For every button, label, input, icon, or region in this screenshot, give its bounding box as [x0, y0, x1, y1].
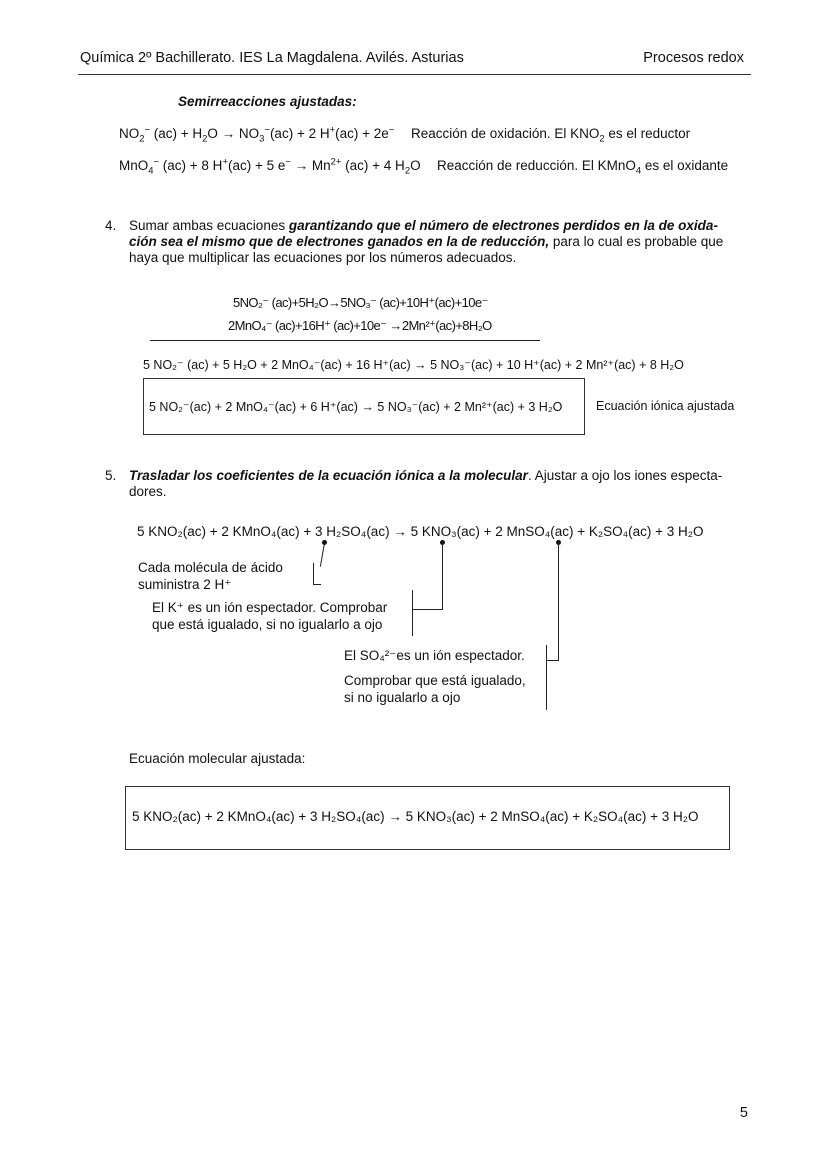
half-reactions-title: Semirreacciones ajustadas:: [178, 94, 357, 109]
step4-line2: ción sea el mismo que de electrones ganados en la de reducción, para lo cual es probable que: [129, 234, 724, 249]
sum-total-equation: 5 NO₂⁻ (ac) + 5 H₂O + 2 MnO₄⁻(ac) + 16 H⁺(ac) → 5 NO₃⁻(ac) + 10 H⁺(ac) + 2 Mn²⁺(ac) + 8 H₂O: [143, 358, 684, 372]
note-acid-line1: Cada molécula de ácido: [138, 560, 283, 575]
final-molecular-equation: 5 KNO₂(ac) + 2 KMnO₄(ac) + 3 H₂SO₄(ac) → 5 KNO₃(ac) + 2 MnSO₄(ac) + K₂SO₄(ac) + 3 H₂O: [132, 809, 699, 824]
acid-connector: [320, 543, 325, 567]
page-number: 5: [739, 1105, 748, 1121]
k-bracket: [412, 590, 413, 636]
acid-bracket-tick: [313, 584, 321, 585]
header-title: Química 2º Bachillerato. IES La Magdalena. Avilés. Asturias: [80, 50, 464, 66]
step4-line3: haya que multiplicar las ecuaciones por los números adecuados.: [129, 250, 517, 265]
step5-line2: dores.: [129, 484, 167, 499]
note-acid-line2: suministra 2 H⁺: [138, 577, 232, 592]
step5-line1: Trasladar los coeficientes de la ecuación iónica a la molecular. Ajustar a ojo los iones especta-: [129, 468, 723, 483]
so4-bracket: [546, 645, 547, 710]
ionic-balanced-equation: 5 NO₂⁻(ac) + 2 MnO₄⁻(ac) + 6 H⁺(ac) → 5 NO₃⁻(ac) + 2 Mn²⁺(ac) + 3 H₂O: [149, 400, 563, 414]
note-so4-line1: El SO₄²⁻es un ión espectador.: [344, 648, 525, 663]
note-so4-line2: Comprobar que está igualado,: [344, 673, 526, 688]
step4-number: 4.: [105, 218, 117, 233]
header-section: Procesos redox: [643, 50, 744, 66]
final-equation-label: Ecuación molecular ajustada:: [129, 751, 306, 766]
reduction-comment: Reacción de reducción. El KMnO$_4$ es el oxidante: [437, 158, 729, 177]
k-connector-arm: [412, 609, 443, 610]
step5-number: 5.: [105, 468, 117, 483]
so4-connector: [558, 543, 559, 661]
reduction-half-reaction: MnO$_4$− (ac) + 8 H+(ac) + 5 $e^- \to Mn^{2+}$ (ac) + 4 $H_2O$: [119, 156, 421, 177]
step4-line1: Sumar ambas ecuaciones garantizando que el número de electrones perdidos en la de oxida-: [129, 218, 718, 233]
note-k-line2: que está igualado, si no igualarlo a ojo: [152, 617, 383, 632]
sum-rule: [150, 340, 540, 341]
note-k-line1: El K⁺ es un ión espectador. Comprobar: [152, 600, 388, 615]
acid-bracket: [313, 563, 314, 585]
oxidation-half-reaction: $NO_2^-$ $(ac) + H_2O \to NO_3^-(ac) + 2$ H+(ac) + 2e−: [119, 124, 395, 145]
k-connector: [442, 543, 443, 610]
so4-connector-arm: [546, 660, 559, 661]
header-divider: [78, 74, 751, 75]
sum-oxidation-line: 5NO₂⁻ (ac)+5H₂O→5NO₃⁻ (ac)+10H⁺(ac)+10e⁻: [233, 295, 488, 310]
sum-reduction-line: 2MnO₄⁻ (ac)+16H⁺ (ac)+10e⁻ →2Mn²⁺(ac)+8H₂O: [228, 318, 492, 333]
note-so4-line3: si no igualarlo a ojo: [344, 690, 461, 705]
ionic-equation-label: Ecuación iónica ajustada: [596, 399, 735, 413]
molecular-equation: 5 KNO₂(ac) + 2 KMnO₄(ac) + 3 H₂SO₄(ac) → 5 KNO₃(ac) + 2 MnSO₄(ac) + K₂SO₄(ac) + 3 H₂O: [137, 524, 704, 539]
oxidation-comment: Reacción de oxidación. El $KNO_2$ es el reductor: [411, 126, 691, 145]
